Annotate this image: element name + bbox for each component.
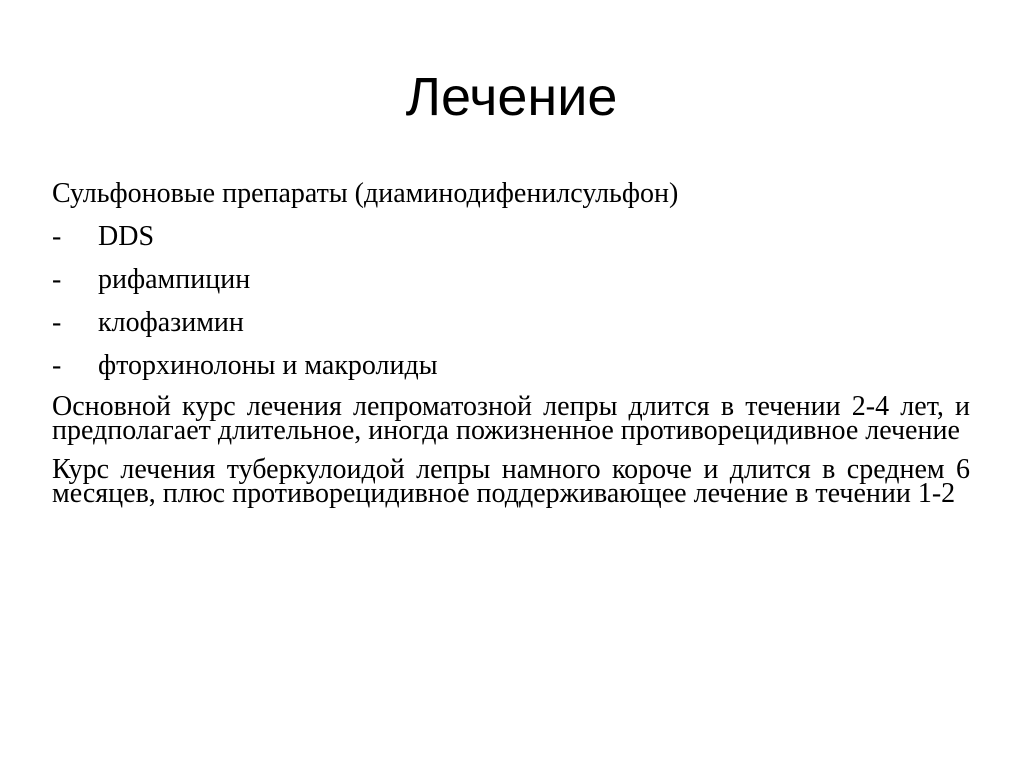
bullet-text: клофазимин	[98, 307, 244, 338]
intro-text: Сульфоновые препараты (диаминодифенилсульфон)	[52, 178, 679, 209]
bullet-text: фторхинолоны и макролиды	[98, 350, 438, 381]
bullet-text: рифампицин	[98, 264, 251, 295]
paragraph-tuberculoid: Курс лечения туберкулоидой лепры намного короче и длится в среднем 6 месяцев, плюс противорецидивное поддерживающее лечение в течении 1-2	[52, 454, 970, 509]
bullet-marker: -	[52, 307, 62, 338]
list-item	[52, 223, 970, 251]
list-item	[52, 266, 970, 294]
paragraph-lepromatous: Основной курс лечения лепроматозной лепры длится в течении 2-4 лет, и предполагает длительное, иногда пожизненное противорецидивное лечение	[52, 391, 970, 446]
list-item	[52, 309, 970, 337]
bullet-marker: -	[52, 264, 62, 295]
bullet-marker: -	[52, 221, 62, 252]
slide-title: Лечение	[405, 67, 618, 127]
bullet-marker: -	[52, 350, 62, 381]
slide-content	[52, 180, 970, 521]
bullet-text: DDS	[98, 221, 155, 252]
list-item	[52, 352, 970, 380]
